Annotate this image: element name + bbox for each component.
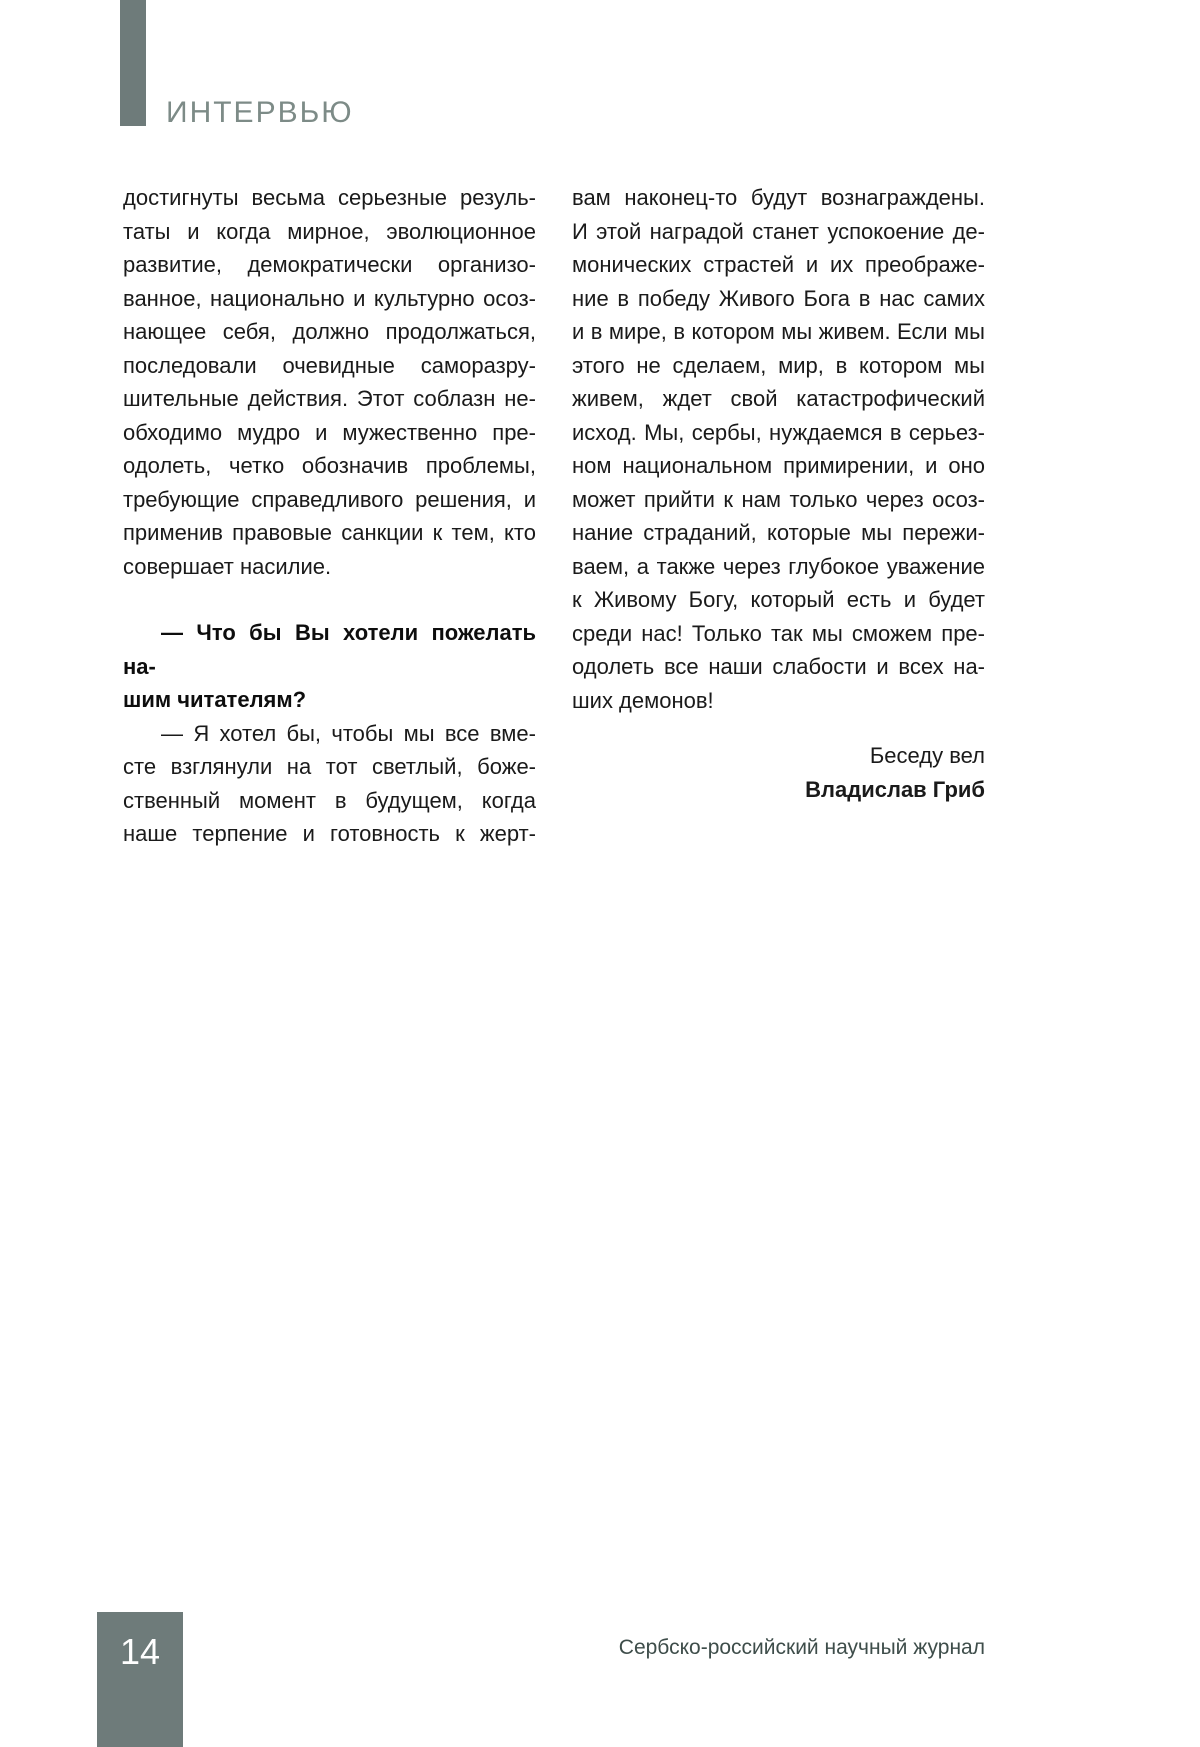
text-line: И этой наградой станет успокоение де-: [572, 218, 985, 244]
paragraph: [123, 181, 536, 583]
text-line: одолеть, четко обозначив проблемы,: [123, 453, 536, 478]
text-line: развитие, демократически организо-: [123, 252, 536, 277]
text-line: — Что бы Вы хотели пожелать на-: [123, 620, 536, 679]
text-line: исход. Мы, сербы, нуждаемся в серьез-: [572, 419, 985, 445]
section-title: ИНТЕРВЬЮ: [166, 96, 354, 129]
text-line: — Я хотел бы, чтобы мы все вме-: [161, 720, 536, 746]
text-line: к Живому Богу, который есть и будет: [572, 587, 985, 612]
text-line: шительные действия. Этот соблазн не-: [123, 386, 536, 411]
text-line: достигнуты весьма серьезные резуль-: [123, 185, 536, 210]
text-line: наше терпение и готовность к жерт-: [123, 821, 536, 846]
text-line: совершает насилие.: [123, 553, 332, 579]
paragraph-spacer: [123, 583, 536, 616]
byline-label: Беседу вел: [869, 743, 985, 768]
text-line: ние в победу Живого Бога в нас самих: [572, 285, 985, 311]
text-line: монических страстей и их преображе-: [572, 252, 985, 277]
text-line: может прийти к нам только через осоз-: [572, 486, 985, 512]
text-line: нающее себя, должно продолжаться,: [123, 319, 536, 344]
text-line: таты и когда мирное, эволюционное: [123, 218, 536, 244]
byline-author: Владислав Гриб: [805, 776, 985, 802]
text-line: последовали очевидные саморазру-: [123, 352, 536, 378]
text-line: среди нас! Только так мы сможем пре-: [572, 620, 985, 646]
column-right: [572, 181, 985, 851]
text-line: ваем, а также через глубокое уважение: [572, 553, 985, 579]
section-accent-bar: [120, 0, 146, 126]
text-line: ванное, национально и культурно осоз-: [123, 285, 536, 311]
text-line: сте взглянули на тот светлый, боже-: [123, 754, 536, 779]
question-paragraph: [123, 616, 536, 717]
text-line: и в мире, в котором мы живем. Если мы: [572, 319, 985, 344]
text-line: ном национальном примирении, и оно: [572, 453, 985, 478]
text-line: шим читателям?: [123, 687, 307, 712]
journal-name: Сербско-российский научный журнал: [618, 1636, 985, 1659]
page-number: 14: [119, 1631, 161, 1672]
text-line: требующие справедливого решения, и: [123, 486, 536, 512]
text-line: нание страданий, которые мы пережи-: [572, 520, 985, 545]
text-line: живем, ждет свой катастрофический: [572, 386, 985, 411]
article-body: [123, 181, 985, 851]
text-line: вам наконец-то будут вознаграждены.: [572, 185, 985, 210]
text-line: обходимо мудро и мужественно пре-: [123, 419, 536, 445]
page-number-block: [97, 1612, 183, 1747]
paragraph: [123, 717, 536, 851]
paragraph: [572, 181, 985, 717]
text-line: одолеть все наши слабости и всех на-: [572, 654, 985, 679]
text-line: применив правовые санкции к тем, кто: [123, 520, 536, 545]
column-left: [123, 181, 536, 851]
text-line: ственный момент в будущем, когда: [123, 787, 536, 813]
text-line: этого не сделаем, мир, в котором мы: [572, 352, 985, 378]
text-line: ших демонов!: [572, 687, 714, 713]
paragraph-spacer: [572, 717, 985, 739]
